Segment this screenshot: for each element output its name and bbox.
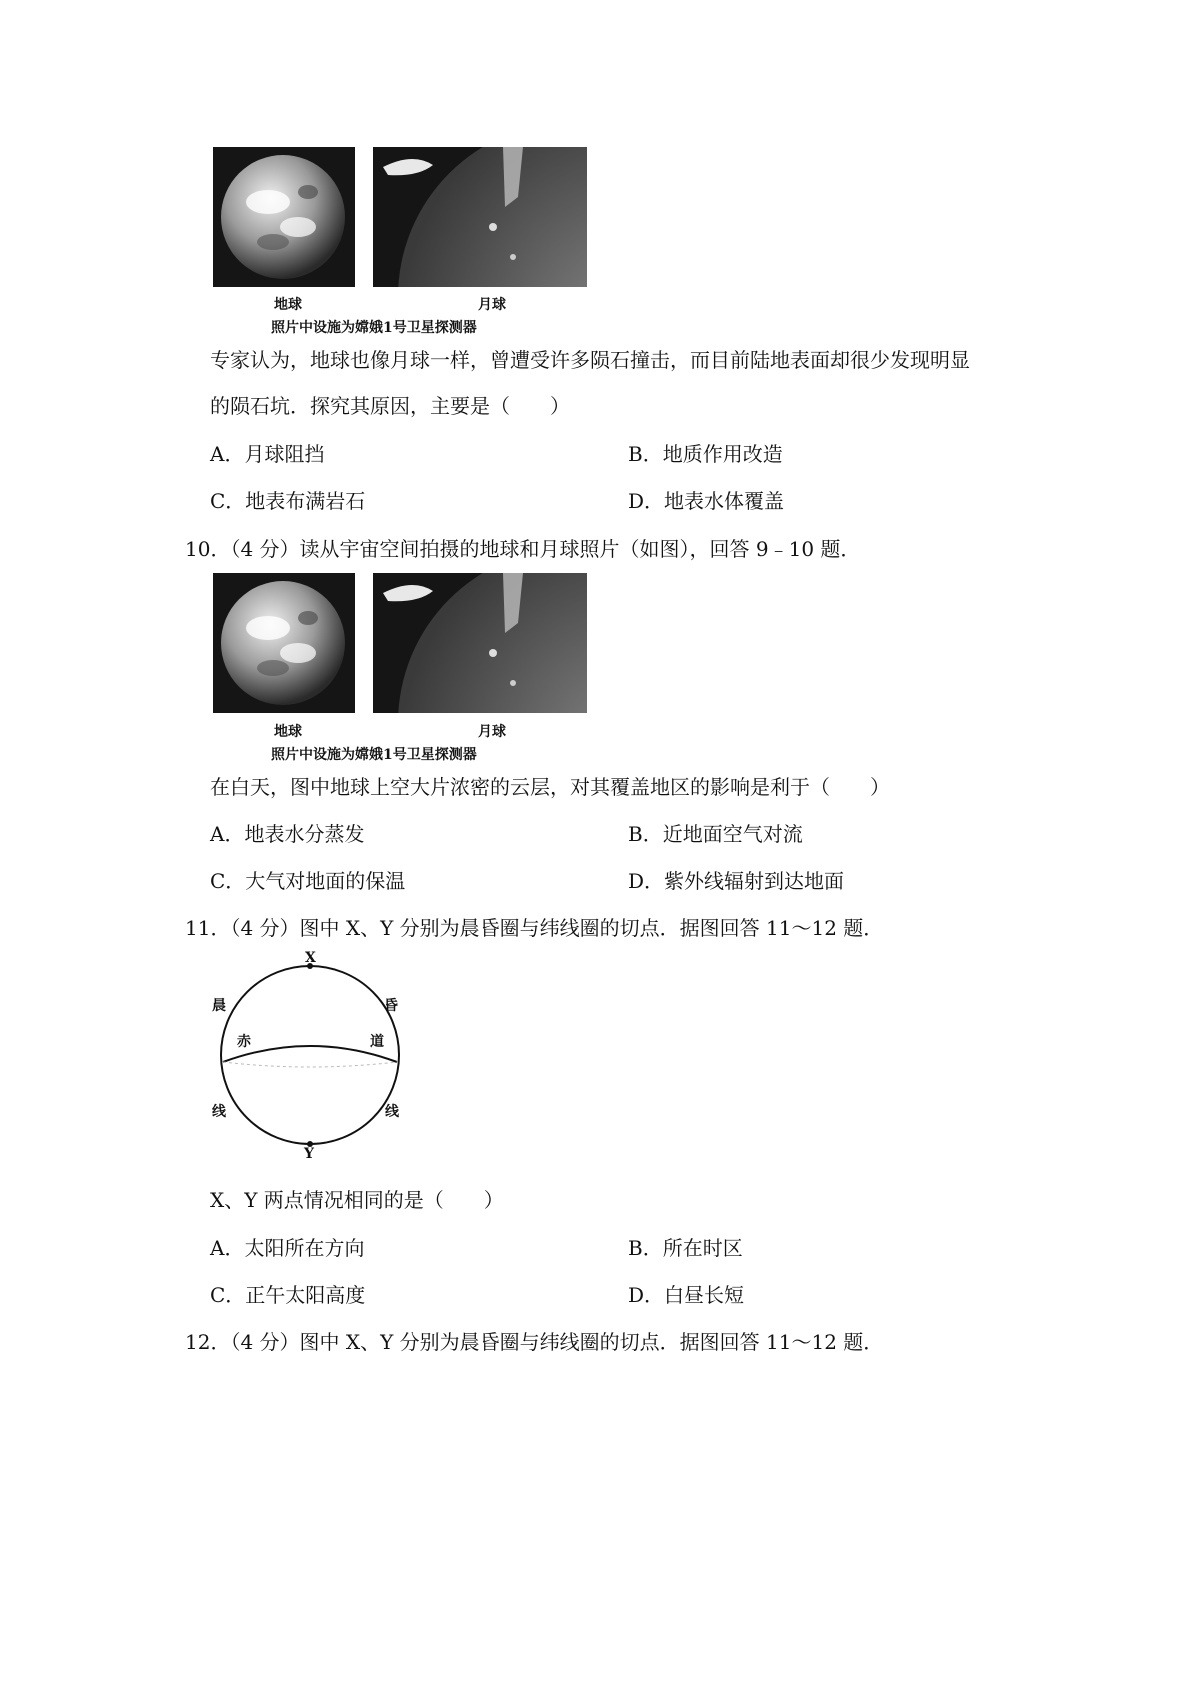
x-label: X bbox=[305, 950, 316, 966]
terminator-diagram-svg bbox=[210, 950, 410, 1160]
q9-option-d[interactable]: D．地表水体覆盖 bbox=[628, 489, 785, 513]
earth-photo bbox=[213, 573, 355, 713]
chen-label: 晨 bbox=[212, 998, 226, 1014]
q9-stem-line1: 专家认为，地球也像月球一样，曾遭受许多陨石撞击，而目前陆地表面却很少发现明显 bbox=[210, 348, 970, 372]
q10-stem: 在白天，图中地球上空大片浓密的云层，对其覆盖地区的影响是利于（ ） bbox=[210, 775, 890, 799]
q11-heading: 11．（4 分）图中 X、Y 分别为晨昏圈与纬线圈的切点．据图回答 11～12 题． bbox=[185, 916, 884, 940]
earth-photo bbox=[213, 147, 355, 287]
moon-photo bbox=[373, 573, 587, 713]
equator-back-line bbox=[223, 1062, 397, 1067]
q10-heading: 10．（4 分）读从宇宙空间拍摄的地球和月球照片（如图），回答 9﹣10 题． bbox=[185, 537, 861, 561]
q12-heading: 12．（4 分）图中 X、Y 分别为晨昏圈与纬线圈的切点．据图回答 11～12 题． bbox=[185, 1330, 884, 1354]
q9-stem-line2: 的陨石坑．探究其原因，主要是（ ） bbox=[210, 394, 570, 418]
figure-caption: 照片中设施为嫦娥1号卫星探测器 bbox=[271, 747, 477, 763]
q11-option-c[interactable]: C．正午太阳高度 bbox=[210, 1283, 366, 1307]
earth-label: 地球 bbox=[274, 724, 302, 740]
q10-option-a[interactable]: A．地表水分蒸发 bbox=[210, 822, 365, 846]
q11-stem: X、Y 两点情况相同的是（ ） bbox=[210, 1188, 504, 1212]
moon-photo bbox=[373, 147, 587, 287]
moon-label: 月球 bbox=[478, 724, 506, 740]
earth-label: 地球 bbox=[274, 297, 302, 313]
figure-caption: 照片中设施为嫦娥1号卫星探测器 bbox=[271, 320, 477, 336]
q11-option-b[interactable]: B．所在时区 bbox=[628, 1236, 743, 1260]
q11-option-d[interactable]: D．白昼长短 bbox=[628, 1283, 745, 1307]
xian-left-label: 线 bbox=[212, 1104, 226, 1120]
q9-option-c[interactable]: C．地表布满岩石 bbox=[210, 489, 366, 513]
hun-label: 昏 bbox=[384, 998, 398, 1014]
xian-right-label: 线 bbox=[385, 1104, 399, 1120]
y-label: Y bbox=[304, 1146, 314, 1162]
q10-option-d[interactable]: D．紫外线辐射到达地面 bbox=[628, 869, 845, 893]
dao-label: 道 bbox=[370, 1034, 384, 1050]
q11-option-a[interactable]: A．太阳所在方向 bbox=[210, 1236, 365, 1260]
moon-label: 月球 bbox=[478, 297, 506, 313]
q10-option-b[interactable]: B．近地面空气对流 bbox=[628, 822, 803, 846]
q9-option-a[interactable]: A．月球阻挡 bbox=[210, 442, 325, 466]
q9-option-b[interactable]: B．地质作用改造 bbox=[628, 442, 783, 466]
chi-label: 赤 bbox=[237, 1034, 251, 1050]
q10-option-c[interactable]: C．大气对地面的保温 bbox=[210, 869, 406, 893]
